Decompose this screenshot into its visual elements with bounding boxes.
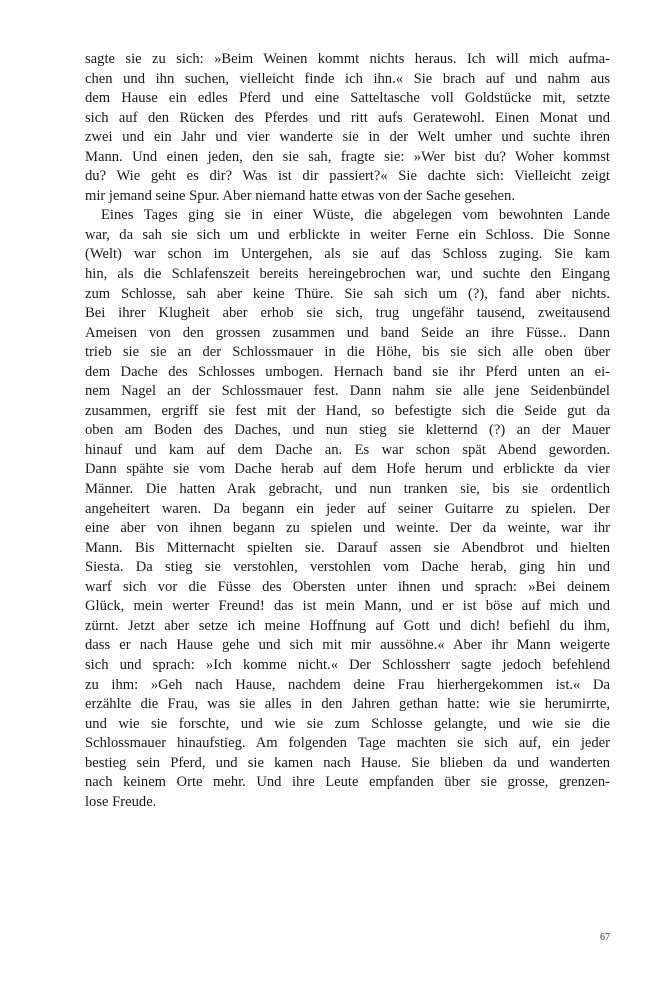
text-line: sagte sie zu sich: »Beim Weinen kommt nichts heraus. Ich will mich aufma- <box>85 51 610 67</box>
text-line: Mann. Bis Mitternacht spielten sie. Darauf assen sie Abendbrot und hielten <box>85 539 610 556</box>
text-line: sich und sprach: »Ich komme nicht.« Der Schlossherr sagte jedoch befehlend <box>85 656 610 673</box>
text-line: lose Freude. <box>85 793 157 810</box>
text-line: (Welt) war schon im Untergehen, als sie auf das Schloss zuging. Sie kam <box>85 246 610 263</box>
text-line: zwei und ein Jahr und vier wanderte sie in der Welt umher und suchte ihren <box>85 129 610 146</box>
text-line: zu ihm: »Geh nach Hause, nachdem deine Frau hierhergekommen ist.« Da <box>85 676 610 693</box>
text-line: nem Nagel an der Schlossmauer fest. Dann nahm sie alle jene Seidenbündel <box>85 383 610 400</box>
text-line: hin, als die Schlafenszeit bereits hereingebrochen war, und suchte den Eingang <box>85 266 610 283</box>
text-line: eine aber von ihnen begann zu spielen und weinte. Der da weinte, war ihr <box>85 520 610 537</box>
text-line: nach keinem Orte mehr. Und ihre Leute empfanden über sie grosse, grenzen- <box>85 774 610 791</box>
text-line: und wie sie forschte, und wie sie zum Schlosse gelangte, und wie sie die <box>85 715 610 732</box>
text-line: zum Schlosse, sah aber keine Thüre. Sie sah sich um (?), fand aber nichts. <box>85 285 610 302</box>
page <box>85 50 610 950</box>
text-line: Schlossmauer hinaufstieg. Am folgenden Tage machten sie sich auf, ein jeder <box>85 735 610 752</box>
text-line: Glück, mein werter Freund! das ist mein Mann, und er ist böse auf mich und <box>85 598 610 615</box>
text-line: oben am Boden des Daches, und nun stieg sie kletternd (?) an der Mauer <box>85 422 610 439</box>
text-line: erzählte die Frau, was sie alles in den Jahren gethan hatte: wie sie herumirrte, <box>85 696 610 713</box>
text-line: angeheitert waren. Da begann ein jeder auf seiner Guitarre zu spielen. Der <box>85 500 610 517</box>
text-line: Dann spähte sie vom Dache herab auf dem Hofe herum und erblickte da vier <box>85 461 610 478</box>
text-line: Bei ihrer Klugheit aber erhob sie sich, trug ungefähr tausend, zweitausend <box>85 305 610 322</box>
text-line: sich auf den Rücken des Pferdes und ritt aufs Geratewohl. Einen Monat und <box>85 109 610 126</box>
text-line: du? Wie geht es dir? Was ist dir passiert?« Sie dachte sich: Vielleicht zeigt <box>85 168 610 185</box>
page-number: 67 <box>600 932 610 943</box>
text-line: trieb sie sie an der Schlossmauer in die Höhe, bis sie sich alle oben über <box>85 344 610 361</box>
text-line: Siesta. Da stieg sie verstohlen, verstohlen vom Dache herab, ging hin und <box>85 559 610 576</box>
text-line: dem Dache des Schlosses umbogen. Hernach band sie ihr Pferd unten an ei- <box>85 363 610 380</box>
text-line: dem Hause ein edles Pferd und eine Satteltasche voll Goldstücke mit, setzte <box>85 90 610 107</box>
text-line: Ameisen von den grossen zusammen und band Seide an ihre Füsse.. Dann <box>85 324 610 341</box>
text-line: chen und ihn suchen, vielleicht finde ich ihn.« Sie brach auf und nahm aus <box>85 70 610 87</box>
text-line: zürnt. Jetzt aber setze ich meine Hoffnung auf Gott und dich! befiehl du ihm, <box>85 617 610 634</box>
body-text <box>85 50 610 812</box>
text-line: Eines Tages ging sie in einer Wüste, die abgelegen vom bewohnten Lande <box>101 207 610 224</box>
text-line: Männer. Die hatten Arak gebracht, und nun tranken sie, bis sie ordentlich <box>85 481 610 498</box>
paragraph <box>85 206 610 812</box>
text-line: warf sich vor die Füsse des Obersten unter ihnen und sprach: »Bei deinem <box>85 578 610 595</box>
text-line: Mann. Und einen jeden, den sie sah, fragte sie: »Wer bist du? Woher kommst <box>85 148 610 165</box>
text-line: war, da sah sie sich um und erblickte in weiter Ferne ein Schloss. Die Sonne <box>85 226 610 243</box>
text-line: zusammen, ergriff sie fest mit der Hand, so befestigte sich die Seide gut da <box>85 402 610 419</box>
text-line: dass er nach Hause gehe und sich mit mir aussöhne.« Aber ihr Mann weigerte <box>85 637 610 654</box>
text-line: mir jemand seine Spur. Aber niemand hatte etwas von der Sache gesehen. <box>85 187 515 204</box>
text-line: hinauf und kam auf dem Dache an. Es war schon spät Abend geworden. <box>85 441 610 458</box>
paragraph <box>85 50 610 206</box>
text-line: bestieg sein Pferd, und sie kamen nach Hause. Sie blieben da und wanderten <box>85 754 610 771</box>
